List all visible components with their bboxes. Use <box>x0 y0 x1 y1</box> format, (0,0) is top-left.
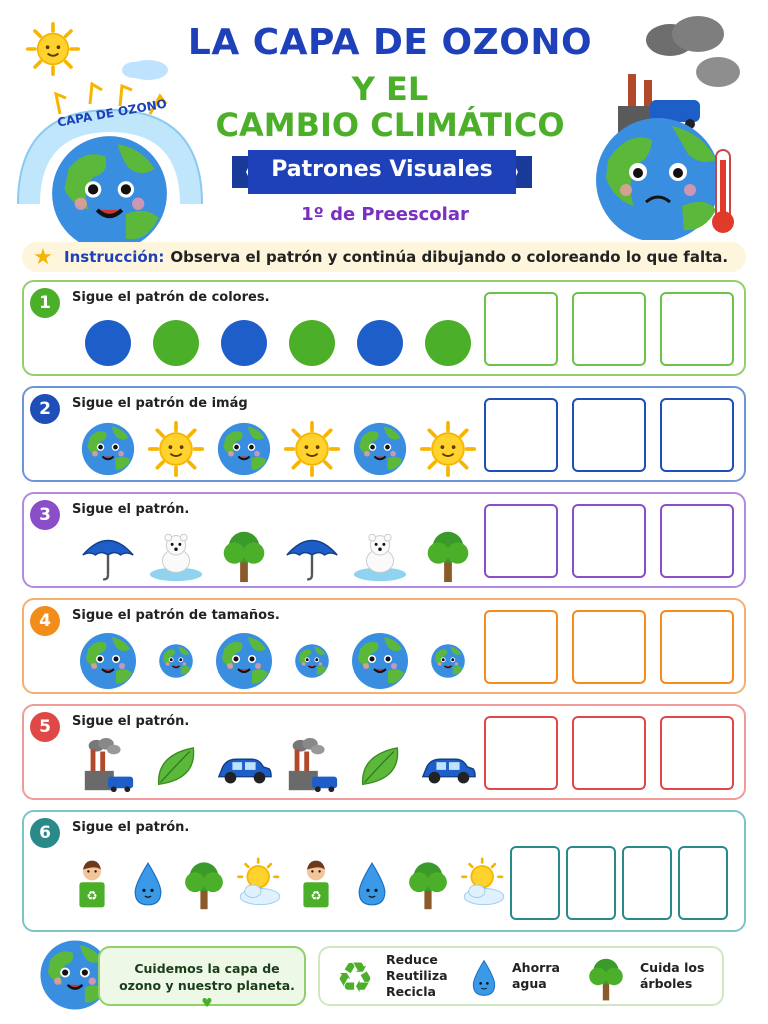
earth-small-icon <box>294 643 330 679</box>
answer-box[interactable] <box>660 398 734 472</box>
row-number: 3 <box>30 500 60 530</box>
blue-circle <box>357 320 403 366</box>
row-instruction: Sigue el patrón. <box>72 820 190 835</box>
footer-message-card <box>98 946 306 1010</box>
row-instruction: Sigue el patrón. <box>72 714 190 729</box>
factory-icon <box>79 738 137 796</box>
instruction-text: Observa el patrón y continúa dibujando o coloreando lo que falta. <box>170 248 729 266</box>
sun-icon <box>420 421 476 477</box>
title-line-3: CAMBIO CLIMÁTICO <box>215 106 565 144</box>
sun-icon <box>28 24 78 74</box>
green-circle <box>425 320 471 366</box>
row-instruction: Sigue el patrón de imág <box>72 396 248 411</box>
blue-circle <box>85 320 131 366</box>
earth-icon <box>80 421 136 477</box>
answer-box[interactable] <box>484 504 558 578</box>
pattern-items <box>74 526 482 584</box>
banner-text: Patrones Visuales <box>271 157 493 182</box>
tree-icon <box>215 526 273 584</box>
pattern-items <box>74 738 482 796</box>
kid-recycling-icon <box>289 849 343 919</box>
title-line-2: Y EL <box>351 70 429 108</box>
kid-recycling-icon <box>65 849 119 919</box>
earth-large-icon <box>350 631 410 691</box>
answer-box[interactable] <box>484 398 558 472</box>
answer-box[interactable] <box>510 846 560 920</box>
tree-icon <box>582 952 630 1004</box>
pattern-row-6 <box>22 810 746 932</box>
pattern-row-3 <box>22 492 746 588</box>
green-circle <box>153 320 199 366</box>
leaf-icon <box>150 741 202 793</box>
instruction-bar <box>22 242 746 272</box>
pattern-items <box>74 314 482 372</box>
tree-icon <box>177 854 231 914</box>
sun-cloud-icon <box>233 855 287 913</box>
car-icon <box>419 738 477 796</box>
factory-icon <box>283 738 341 796</box>
ozone-arc-label: CAPA DE OZONO <box>56 96 168 130</box>
row-instruction: Sigue el patrón. <box>72 502 190 517</box>
answer-box[interactable] <box>572 716 646 790</box>
leaf-icon <box>354 741 406 793</box>
recycle-icon <box>332 954 378 1000</box>
instruction-label: Instrucción: <box>64 248 165 266</box>
water-drop-icon <box>348 854 396 914</box>
answer-box[interactable] <box>484 292 558 366</box>
heart-icon: ♥ <box>201 995 213 1010</box>
answer-box[interactable] <box>572 398 646 472</box>
pattern-row-2 <box>22 386 746 482</box>
earth-small-icon <box>158 643 194 679</box>
row-number: 6 <box>30 818 60 848</box>
tree-icon <box>419 526 477 584</box>
tree-icon <box>401 854 455 914</box>
answer-box[interactable] <box>566 846 616 920</box>
sun-icon <box>284 421 340 477</box>
footer-message <box>116 960 298 1011</box>
pattern-items <box>64 848 512 920</box>
row-instruction: Sigue el patrón de colores. <box>72 290 270 305</box>
answer-box[interactable] <box>484 610 558 684</box>
title-line-1: LA CAPA DE OZONO <box>187 22 593 63</box>
row-number: 4 <box>30 606 60 636</box>
polar-bear-icon <box>351 526 409 584</box>
pattern-items <box>74 420 482 478</box>
answer-box[interactable] <box>660 610 734 684</box>
sun-icon <box>148 421 204 477</box>
earth-icon <box>216 421 272 477</box>
footer-tips-card <box>318 946 724 1006</box>
car-icon <box>215 738 273 796</box>
answer-box[interactable] <box>622 846 672 920</box>
earth-large-icon <box>78 631 138 691</box>
sun-cloud-icon <box>457 855 511 913</box>
water-text: Ahorra agua <box>512 960 560 991</box>
earth-icon <box>352 421 408 477</box>
answer-box[interactable] <box>678 846 728 920</box>
answer-box[interactable] <box>484 716 558 790</box>
pattern-row-1 <box>22 280 746 376</box>
row-number: 5 <box>30 712 60 742</box>
earth-large-icon <box>214 631 274 691</box>
water-drop-icon <box>124 854 172 914</box>
water-drop-icon <box>464 952 504 1004</box>
pattern-row-4 <box>22 598 746 694</box>
polar-bear-icon <box>147 526 205 584</box>
trees-text: Cuida los árboles <box>640 960 705 991</box>
row-number: 1 <box>30 288 60 318</box>
row-instruction: Sigue el patrón de tamaños. <box>72 608 280 623</box>
pattern-row-5 <box>22 704 746 800</box>
star-icon: ★ <box>33 244 53 270</box>
footer-message-text: Cuidemos la capa de ozono y nuestro planeta. <box>119 961 295 993</box>
svg-text:♻: ♻ <box>336 954 374 1000</box>
answer-box[interactable] <box>660 292 734 366</box>
earth-small-icon <box>430 643 466 679</box>
recycle-text: Reduce Reutiliza Recicla <box>386 952 448 999</box>
answer-box[interactable] <box>660 504 734 578</box>
green-circle <box>289 320 335 366</box>
umbrella-icon <box>283 526 341 584</box>
blue-circle <box>221 320 267 366</box>
answer-box[interactable] <box>572 292 646 366</box>
row-number: 2 <box>30 394 60 424</box>
answer-box[interactable] <box>660 716 734 790</box>
umbrella-icon <box>79 526 137 584</box>
pattern-items <box>74 632 482 690</box>
answer-box[interactable] <box>572 610 646 684</box>
answer-box[interactable] <box>572 504 646 578</box>
grade-label: 1º de Preescolar <box>301 204 469 225</box>
